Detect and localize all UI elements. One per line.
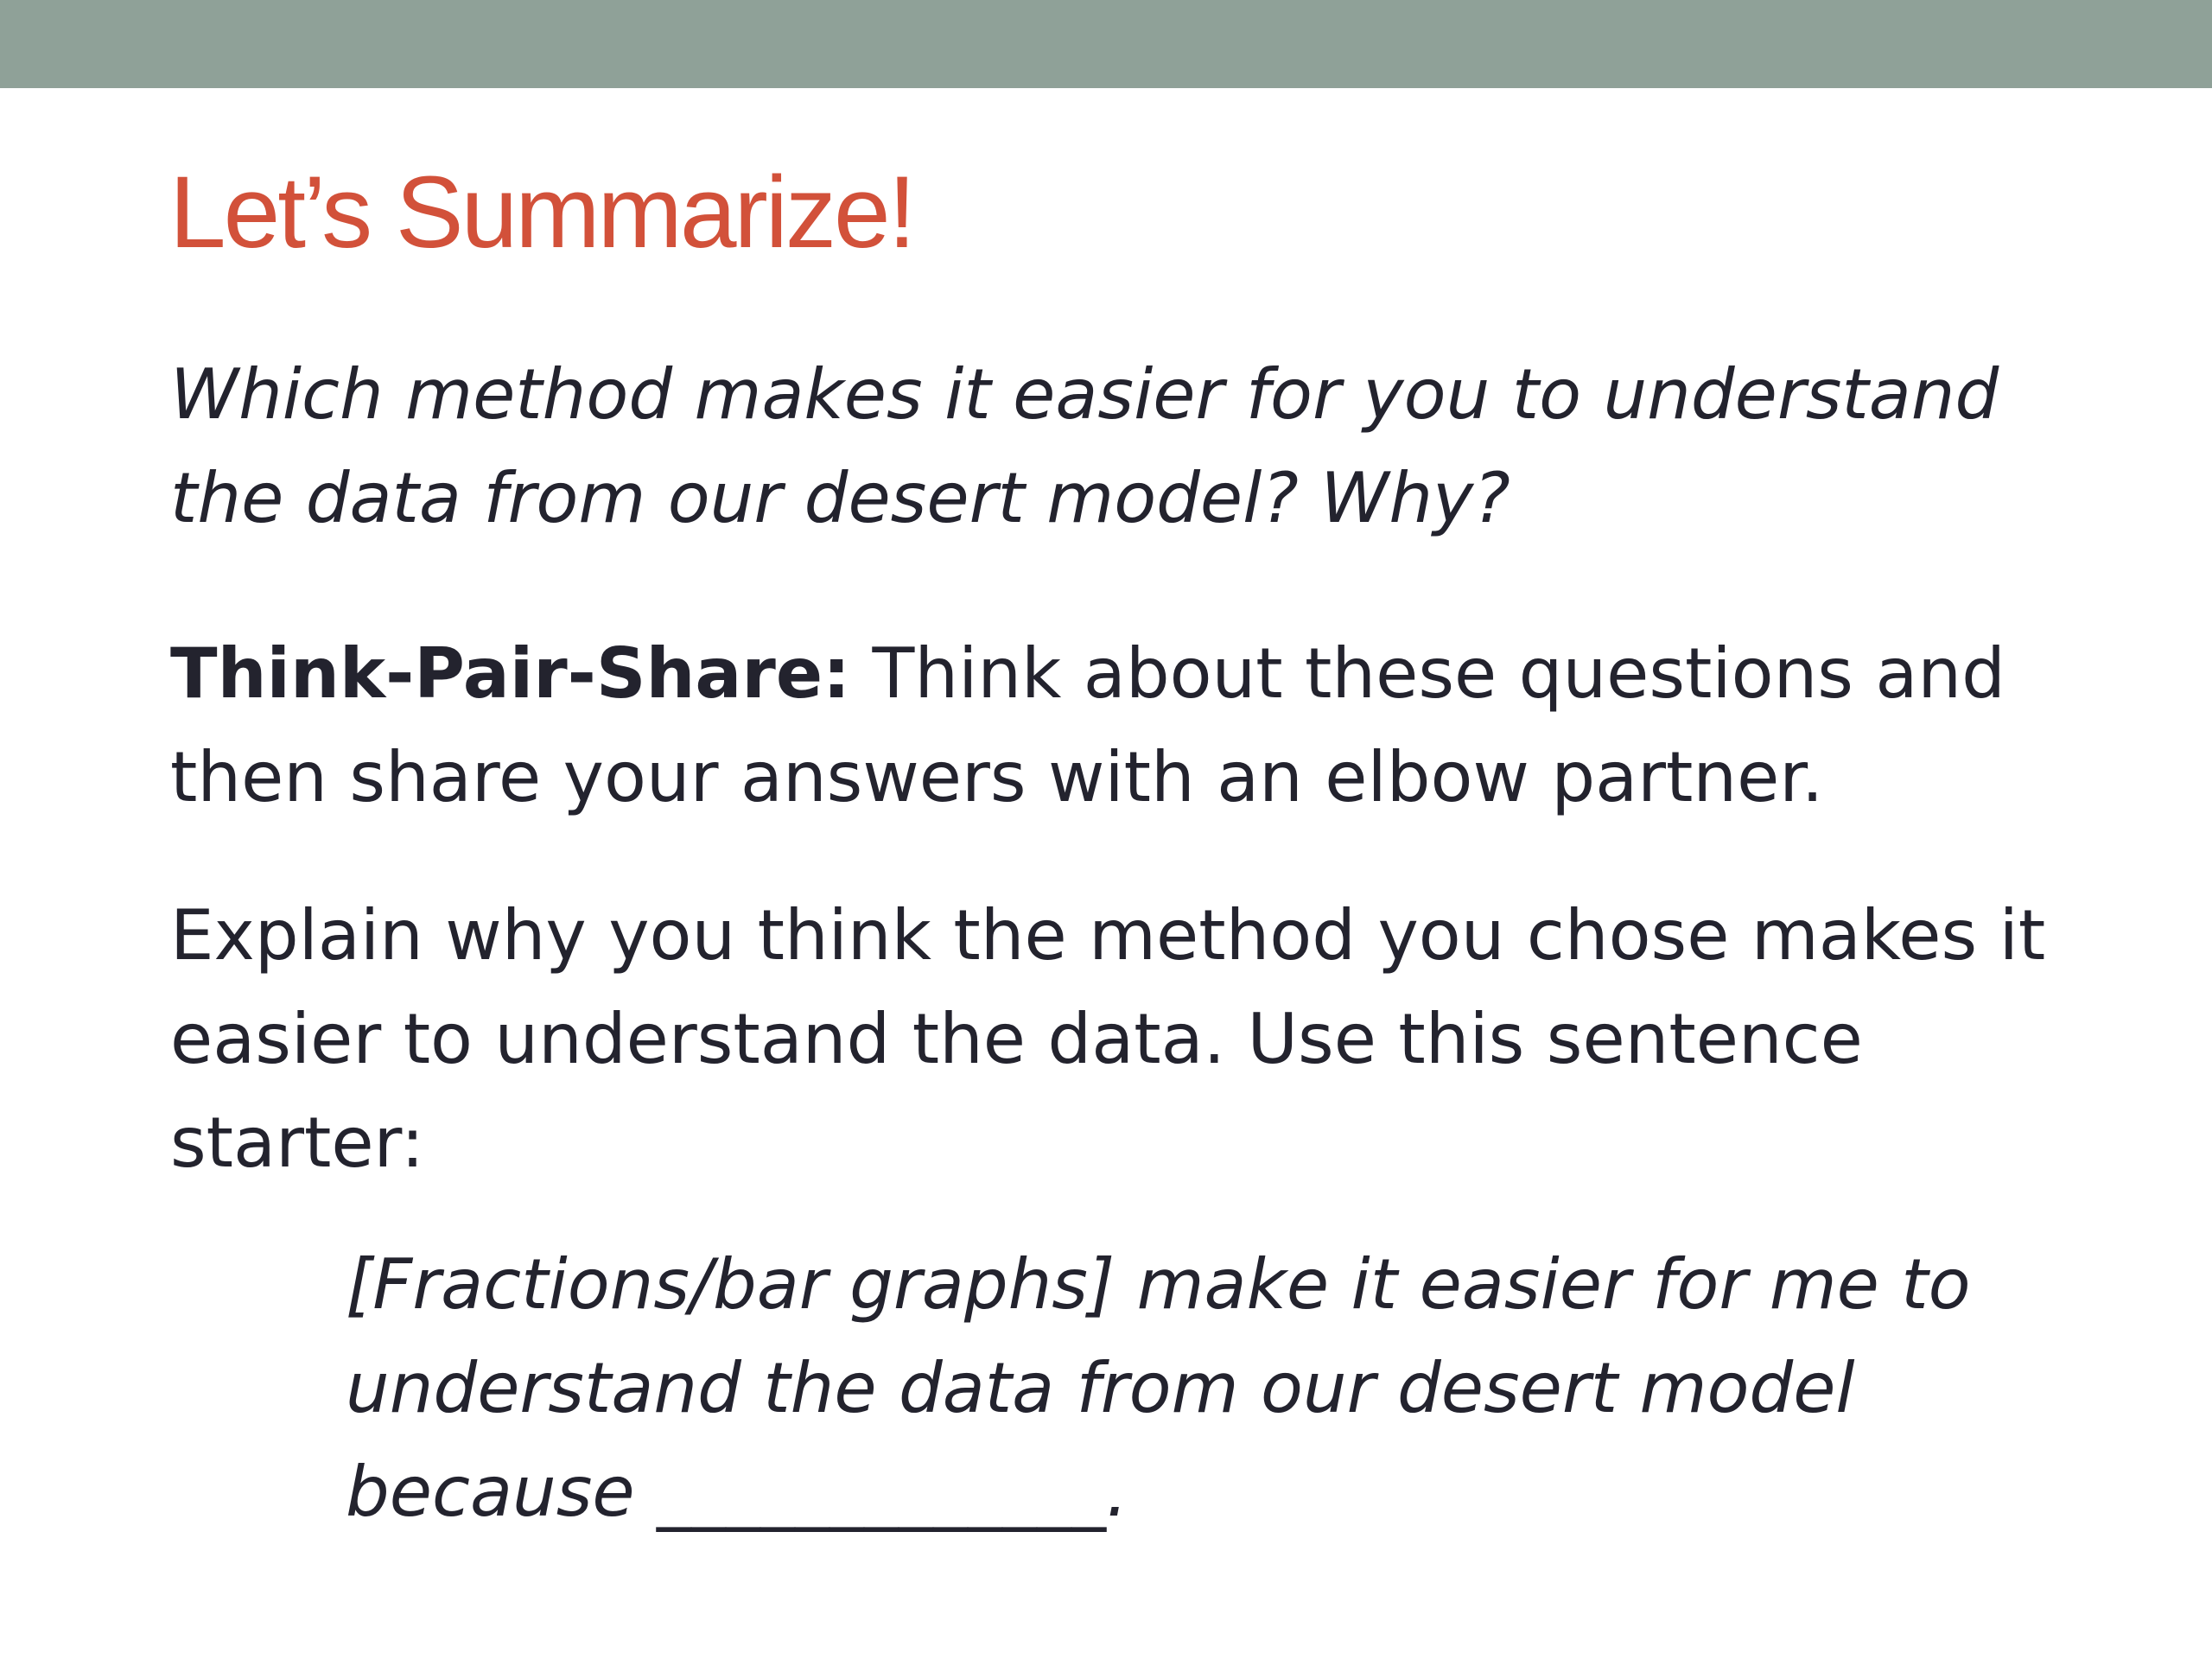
question-paragraph — [170, 343, 2106, 550]
sentence-starter — [346, 1233, 2074, 1544]
sentence-starter-line-1: [Fractions/bar graphs] make it easier for me to — [346, 1244, 1971, 1325]
think-pair-share-line-1 — [170, 622, 2106, 726]
sentence-starter-line-2: understand the data from our desert model — [346, 1348, 1855, 1428]
question-line-1: Which method makes it easier for you to understand — [170, 354, 1999, 435]
think-pair-share-line-1-text: Think about these questions and — [850, 633, 2005, 714]
explain-line-2: easier to understand the data. Use this sentence — [170, 999, 1863, 1079]
explain-paragraph — [170, 884, 2106, 1195]
question-line-2: the data from our desert model? Why? — [170, 458, 1510, 538]
slide-title: Let’s Summarize! — [169, 156, 914, 270]
think-pair-share-paragraph — [170, 622, 2106, 830]
sentence-starter-line-3: because _____________. — [346, 1452, 1128, 1532]
think-pair-share-label: Think-Pair-Share: — [170, 633, 851, 714]
explain-line-3: starter: — [170, 1103, 424, 1183]
top-accent-band — [0, 0, 2212, 88]
explain-line-1: Explain why you think the method you chose makes it — [170, 895, 2046, 976]
think-pair-share-line-2: then share your answers with an elbow partner. — [170, 737, 1824, 817]
